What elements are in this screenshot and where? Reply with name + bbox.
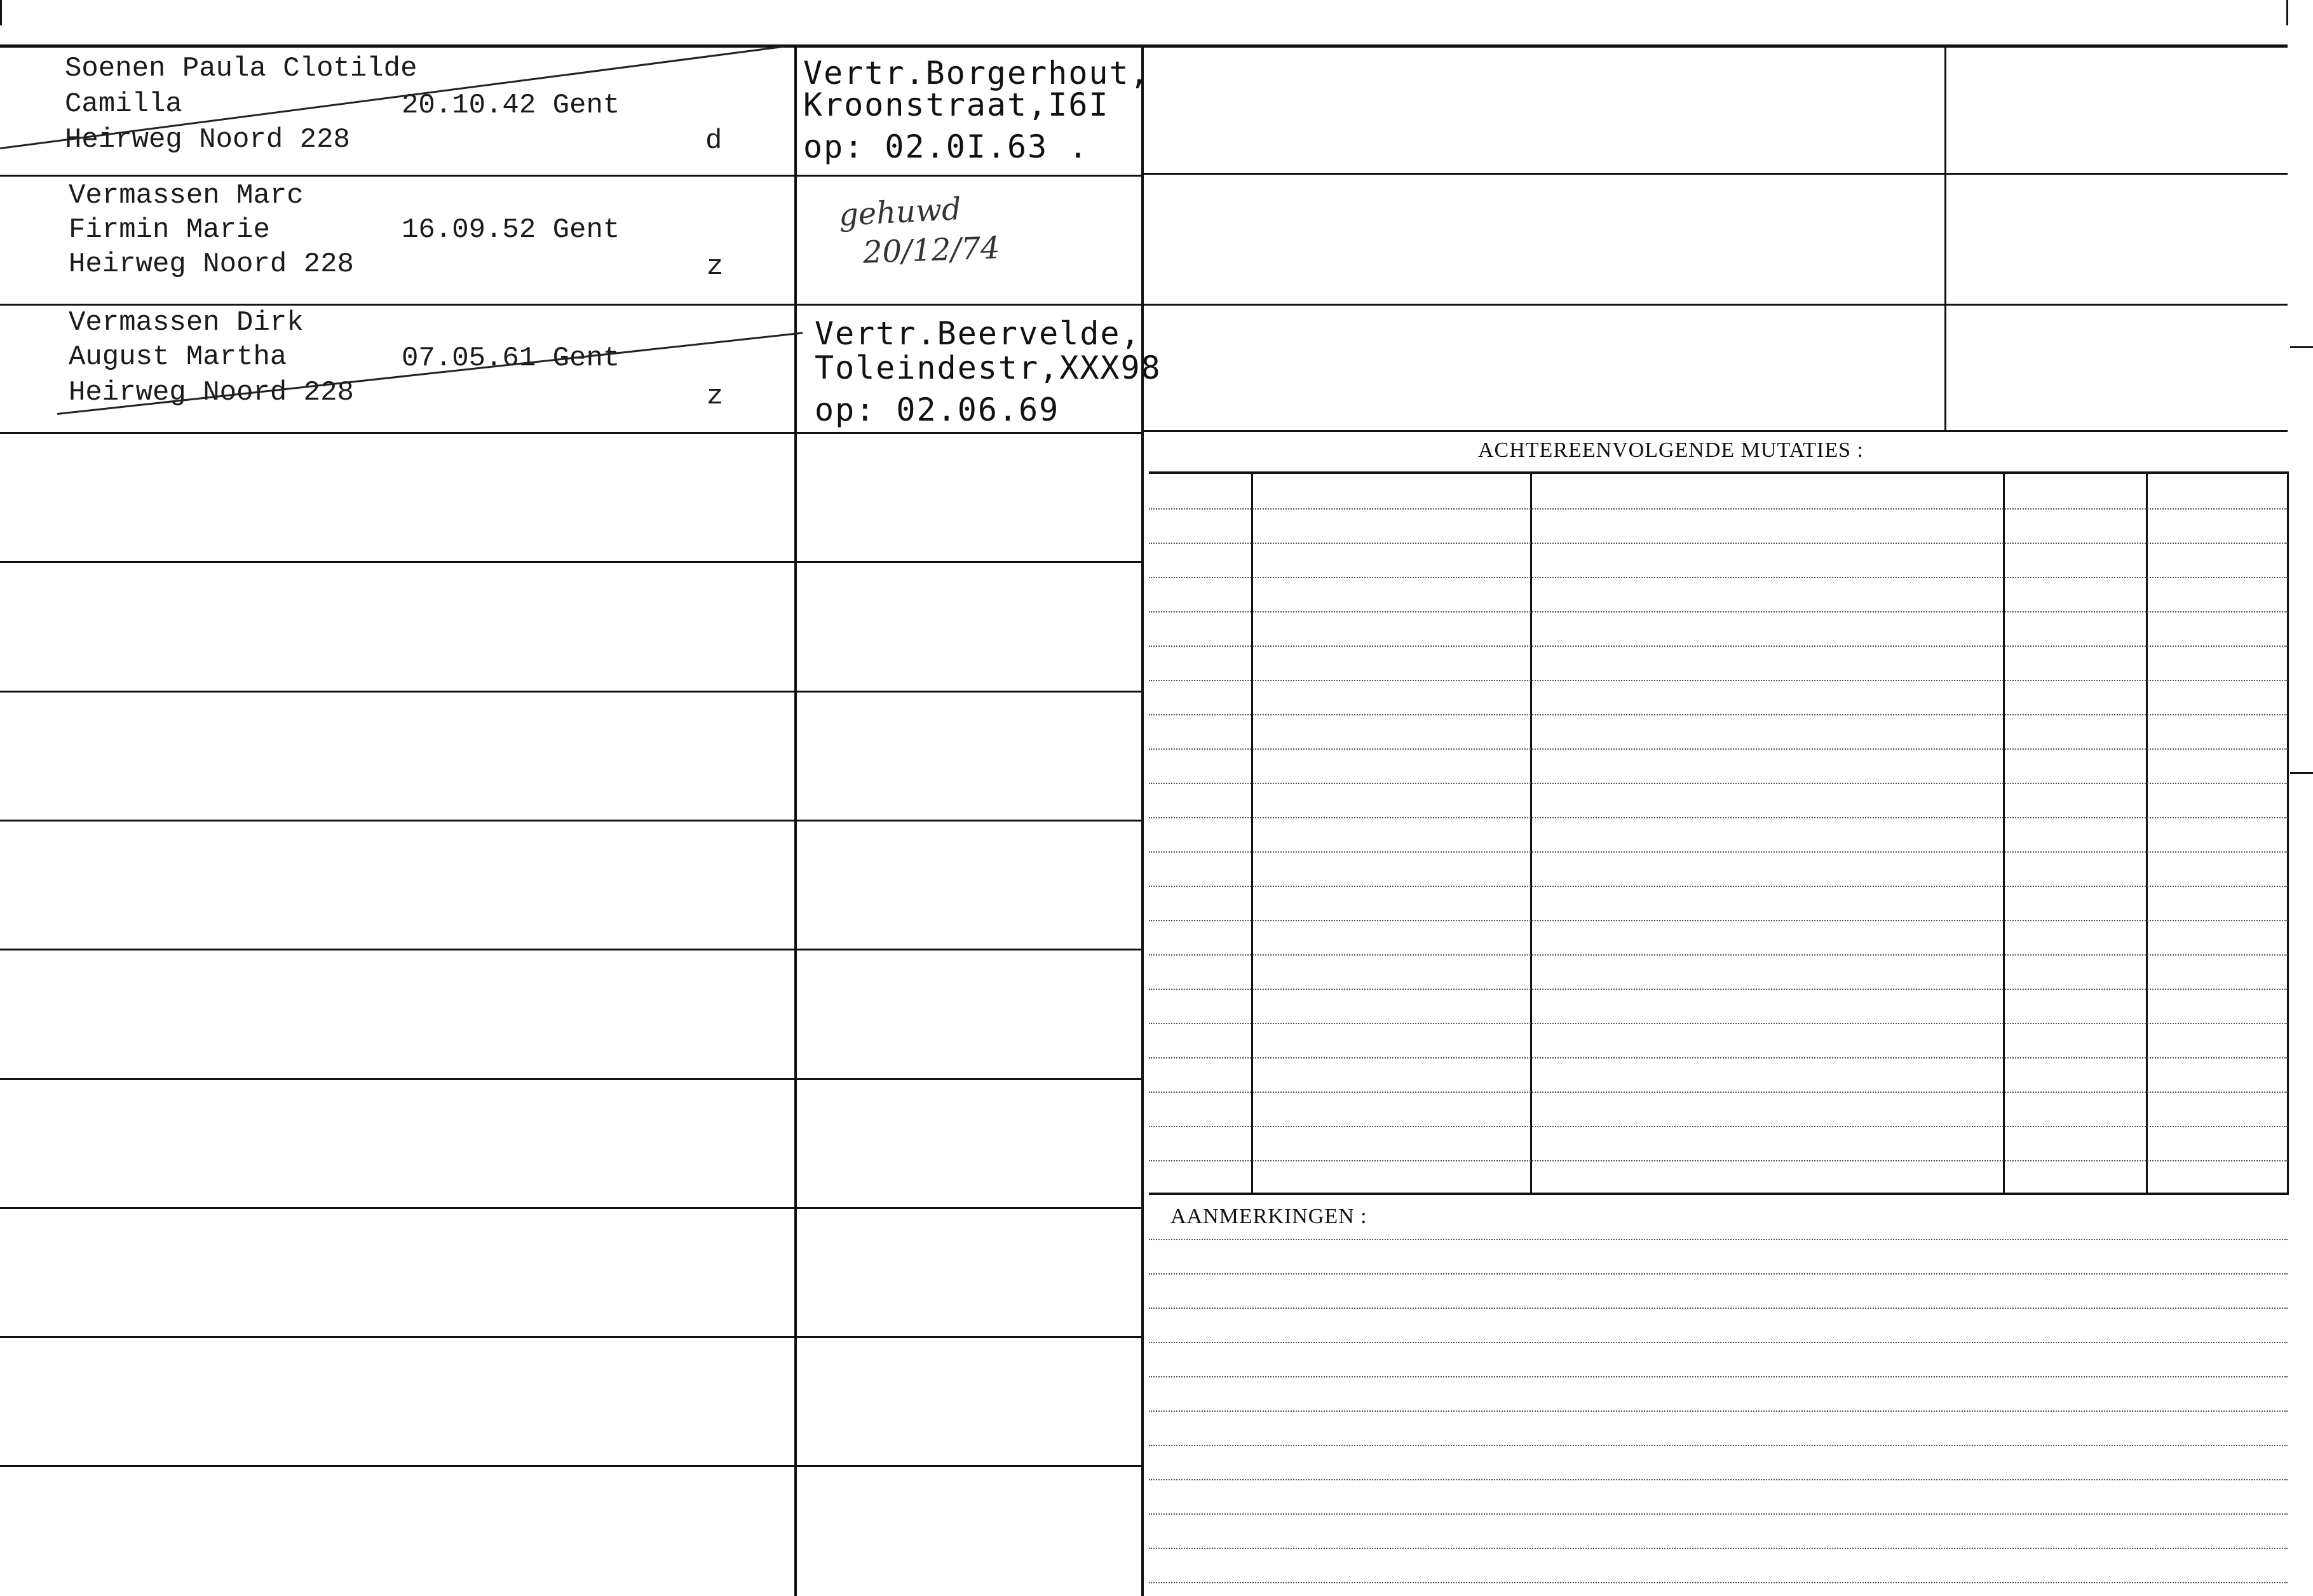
person-3-birth: 07.05.61 Gent (402, 342, 620, 374)
ruled-line (1149, 543, 2288, 544)
person-3-name-line2: August Martha (69, 341, 287, 373)
row-line (796, 820, 1143, 822)
row-line (0, 1336, 796, 1338)
person-1-name-line2: Camilla (65, 88, 182, 120)
mutations-heading: ACHTEREENVOLGENDE MUTATIES : (1478, 438, 1864, 462)
person-1-name-line1: Soenen Paula Clotilde (65, 53, 417, 85)
row-line (796, 691, 1143, 693)
ruled-line (1149, 680, 2288, 681)
ruled-line (1149, 1479, 2288, 1480)
ruled-line (1149, 1057, 2288, 1058)
ruled-line (1149, 989, 2288, 990)
ruled-line (1149, 954, 2288, 956)
ruled-line (1149, 714, 2288, 715)
ruled-line (1149, 611, 2288, 612)
ruled-line (1149, 1513, 2288, 1515)
ruled-line (1149, 1160, 2288, 1161)
mutations-top-rule (1149, 471, 2289, 474)
person-3-move-line1: Vertr.Beervelde, (815, 315, 1141, 352)
person-2-address: Heirweg Noord 228 (69, 248, 354, 280)
person-2-birth: 16.09.52 Gent (402, 214, 620, 246)
ruled-line (1149, 646, 2288, 647)
row-line (0, 820, 796, 822)
mutations-col (2287, 473, 2289, 1193)
mutations-col (2003, 473, 2005, 1193)
ruled-line (1149, 1376, 2288, 1377)
row-line (796, 561, 1143, 563)
ruled-line (1149, 1342, 2288, 1343)
ruled-line (1149, 1445, 2288, 1446)
person-2-note-line1: gehuwd (838, 191, 963, 234)
row-line (0, 175, 796, 177)
mutations-bottom-rule (1149, 1193, 2289, 1195)
mutations-col (2146, 473, 2148, 1193)
row-line (1143, 304, 2288, 306)
top-left-edge (0, 0, 2, 25)
ruled-line (1149, 1582, 2288, 1583)
divider-upper-right (1944, 46, 1946, 430)
person-3-move-line2: Toleindestr,XXX98 (815, 349, 1162, 386)
row-line (796, 1465, 1143, 1467)
person-1-code: d (705, 125, 722, 157)
row-line (796, 175, 1143, 177)
ruled-line (1149, 920, 2288, 921)
row-line (1143, 173, 2288, 175)
ruled-line (1149, 886, 2288, 887)
row-line (0, 1078, 796, 1080)
ruled-line (1149, 817, 2288, 818)
ruled-line (1149, 1273, 2288, 1275)
row-line (0, 949, 796, 950)
remarks-heading: AANMERKINGEN : (1170, 1205, 1367, 1228)
right-edge-tick (2290, 772, 2313, 774)
ruled-line (1149, 1239, 2288, 1240)
row-line (0, 1207, 796, 1209)
row-line (0, 561, 796, 563)
person-3-address: Heirweg Noord 228 (69, 377, 354, 409)
mutations-col (1251, 473, 1253, 1193)
ruled-line (1149, 1092, 2288, 1093)
row-line (796, 1078, 1143, 1080)
person-1-move-line2: Kroonstraat,I6I (803, 86, 1109, 123)
row-line (796, 432, 1143, 434)
person-1-birth: 20.10.42 Gent (402, 90, 620, 121)
person-2-name-line1: Vermassen Marc (69, 180, 304, 212)
mutations-col (1530, 473, 1532, 1193)
ruled-line (1149, 783, 2288, 784)
person-1-move-line3: op: 02.0I.63 . (803, 128, 1089, 165)
person-3-move-line3: op: 02.06.69 (815, 391, 1060, 428)
person-1-address: Heirweg Noord 228 (65, 124, 350, 156)
ruled-line (1149, 1126, 2288, 1127)
row-line (1143, 430, 2288, 432)
row-line (0, 432, 796, 434)
person-2-name-line2: Firmin Marie (69, 214, 270, 246)
person-1-move-line1: Vertr.Borgerhout, (803, 55, 1150, 91)
person-3-code: z (707, 381, 724, 412)
ruled-line (1149, 1023, 2288, 1024)
row-line (0, 1465, 796, 1467)
top-right-edge (2286, 0, 2288, 25)
right-edge-tick (2290, 346, 2313, 348)
ruled-line (1149, 748, 2288, 750)
person-2-note-line2: 20/12/74 (862, 230, 1001, 271)
ruled-line (1149, 1548, 2288, 1549)
ruled-line (1149, 508, 2288, 510)
row-line (796, 1207, 1143, 1209)
row-line (796, 304, 1143, 306)
ruled-line (1149, 577, 2288, 578)
row-line (796, 949, 1143, 950)
ruled-line (1149, 1308, 2288, 1309)
row-line (0, 691, 796, 693)
ruled-line (1149, 851, 2288, 853)
person-2-code: z (707, 251, 724, 283)
ruled-line (1149, 1410, 2288, 1412)
row-line (796, 1336, 1143, 1338)
person-3-name-line1: Vermassen Dirk (69, 307, 304, 339)
